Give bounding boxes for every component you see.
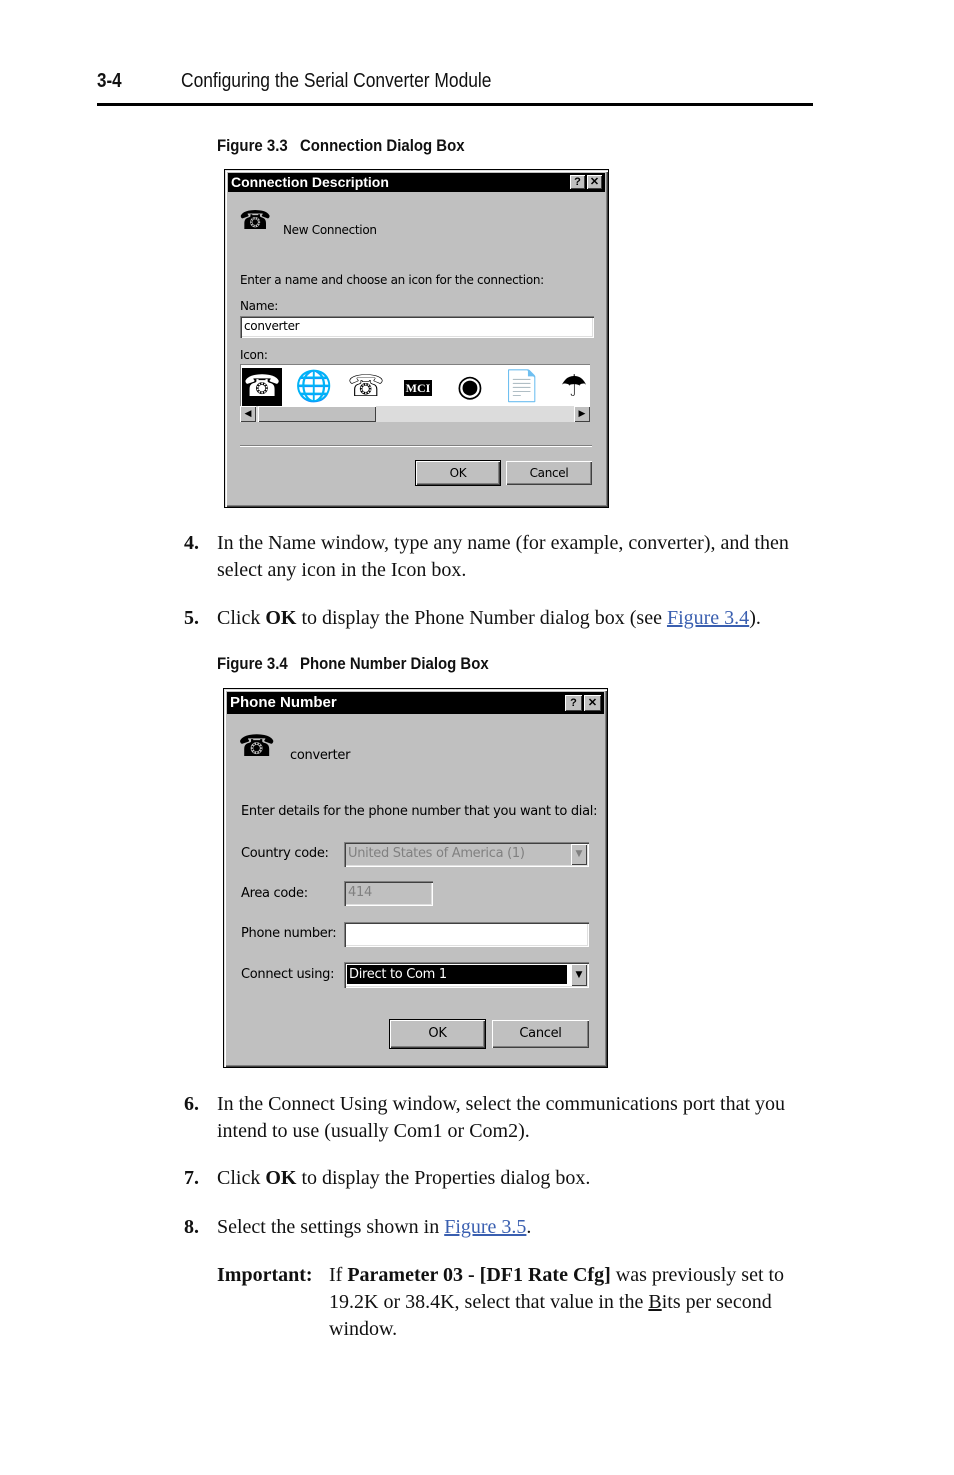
globe-icon[interactable]: 🌐 — [295, 369, 333, 404]
mci-logo-text: MCI — [405, 380, 431, 395]
connection-description-dialog — [224, 169, 609, 508]
step-text: to display the Properties dialog box. — [296, 1167, 591, 1189]
ok-bold: OK — [265, 1167, 297, 1189]
note-text: its per second window. — [329, 1291, 772, 1340]
step-text: to display the Phone Number dialog box (see — [296, 607, 667, 629]
scroll-thumb[interactable] — [258, 406, 376, 422]
figure-3-3-caption — [217, 136, 465, 156]
scroll-left-icon[interactable]: ◀ — [240, 406, 256, 422]
phone-number-label: Phone number: — [241, 926, 337, 941]
step-number: 7. — [184, 1167, 199, 1189]
scroll-right-icon[interactable]: ▶ — [574, 406, 590, 422]
connect-using-select[interactable] — [344, 962, 589, 988]
icon-scrollbar[interactable] — [240, 406, 590, 422]
phone-icon: ☎ — [238, 729, 276, 764]
name-label: Name: — [240, 299, 278, 313]
note-text: was previously set to 19.2K or 38.4K, select that value in the — [329, 1264, 785, 1313]
area-code-value: 414 — [348, 885, 372, 900]
country-code-label: Country code: — [241, 846, 329, 861]
step-text: In the Name window, type any name (for example, converter), and then select any icon in the Icon box. — [217, 532, 789, 581]
step-number: 4. — [184, 532, 199, 554]
separator — [240, 445, 592, 447]
figure-3-3-title: Connection Dialog Box — [299, 136, 465, 155]
cancel-button[interactable]: Cancel — [492, 1020, 589, 1048]
close-button[interactable]: ✕ — [584, 695, 601, 711]
step-number: 8. — [184, 1216, 199, 1238]
step-number: 5. — [184, 607, 199, 629]
connect-using-value: Direct to Com 1 — [347, 965, 567, 984]
step-text: ). — [749, 607, 761, 629]
country-code-select[interactable] — [344, 842, 589, 867]
important-label: Important: — [217, 1264, 313, 1286]
step-text: Click — [217, 607, 266, 629]
figure-3-3-label: Figure 3.3 — [217, 136, 288, 155]
chapter-title: Configuring the Serial Converter Module — [181, 70, 492, 92]
cancel-button[interactable]: Cancel — [506, 461, 592, 485]
document-icon[interactable]: 📄 — [503, 369, 541, 404]
ge-icon[interactable]: ◉ — [456, 369, 484, 404]
phone-icon[interactable]: ☏ — [347, 369, 385, 404]
header-rule — [97, 103, 813, 106]
note-text: If — [329, 1264, 348, 1286]
step-7 — [184, 1165, 824, 1195]
connection-instruction: Enter a name and choose an icon for the connection: — [240, 273, 544, 287]
phone-instruction: Enter details for the phone number that you want to dial: — [241, 804, 598, 819]
dialog-titlebar — [228, 173, 605, 192]
dialog-title: Phone Number — [230, 694, 337, 711]
step-6 — [184, 1091, 824, 1147]
ok-button[interactable]: OK — [416, 461, 500, 485]
ok-bold: OK — [265, 607, 297, 629]
icon-label: Icon: — [240, 348, 268, 362]
country-code-value: United States of America (1) — [348, 846, 525, 861]
important-text — [329, 1262, 809, 1343]
name-value: converter — [244, 319, 300, 333]
help-button[interactable]: ? — [565, 695, 582, 711]
phone-number-dialog — [223, 688, 608, 1068]
step-number: 6. — [184, 1093, 199, 1115]
parameter-bold: Parameter 03 - [DF1 Rate Cfg] — [347, 1264, 611, 1286]
name-input[interactable] — [240, 316, 594, 338]
new-connection-heading: New Connection — [283, 223, 377, 237]
area-code-input[interactable] — [344, 881, 433, 906]
step-text: . — [526, 1216, 532, 1238]
phone-number-input[interactable] — [344, 922, 589, 947]
chevron-down-icon[interactable]: ▼ — [571, 964, 587, 986]
phone-icon[interactable]: ☎ — [243, 369, 281, 404]
mci-icon[interactable] — [398, 368, 438, 406]
figure-3-4-label: Figure 3.4 — [217, 654, 288, 673]
step-5 — [184, 605, 824, 635]
phone-icon: ☎ — [239, 206, 272, 236]
figure-3-4-caption — [217, 654, 489, 674]
figure-3-4-title: Phone Number Dialog Box — [299, 654, 489, 673]
step-8 — [184, 1214, 824, 1244]
close-button[interactable]: ✕ — [587, 175, 602, 189]
figure-3-4-link[interactable]: Figure 3.4 — [666, 607, 750, 629]
step-text: In the Connect Using window, select the communications port that you intend to use (usually Com1 or Com2). — [217, 1093, 786, 1142]
area-code-label: Area code: — [241, 886, 308, 901]
connection-name: converter — [290, 748, 351, 763]
help-button[interactable]: ? — [570, 175, 585, 189]
ok-button[interactable]: OK — [390, 1020, 485, 1048]
step-text: Select the settings shown in — [217, 1216, 445, 1238]
dialog-titlebar — [227, 692, 604, 714]
chevron-down-icon[interactable]: ▼ — [571, 844, 587, 865]
umbrella-icon[interactable]: ☂ — [560, 369, 588, 404]
mnemonic-letter: B — [648, 1291, 662, 1313]
step-text: Click — [217, 1167, 266, 1189]
section-number: 3-4 — [97, 70, 122, 92]
figure-3-5-link[interactable]: Figure 3.5 — [444, 1216, 527, 1238]
icon-list[interactable] — [240, 364, 590, 412]
connect-using-label: Connect using: — [241, 967, 335, 982]
dialog-title: Connection Description — [231, 174, 389, 190]
step-4 — [184, 530, 824, 586]
